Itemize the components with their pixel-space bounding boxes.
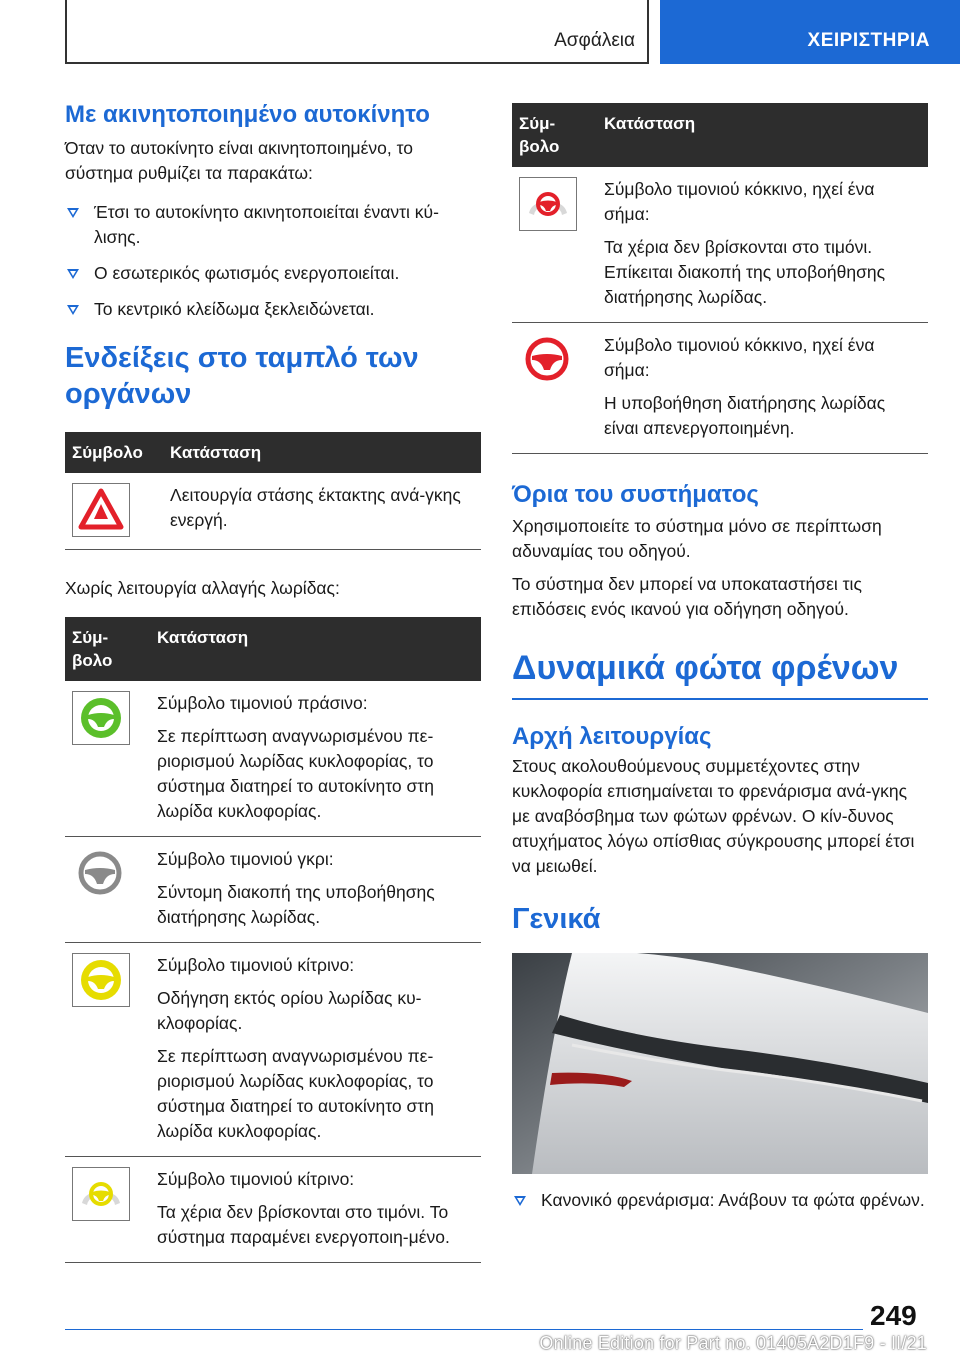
left-column	[65, 100, 481, 1263]
indicator-table-2	[65, 617, 481, 1263]
steering-wheel-yellow-hands-icon	[72, 1167, 130, 1221]
paragraph-limits-2: Το σύστημα δεν μπορεί να υποκαταστήσει τις επιδόσεις ενός ικανού για οδήγηση οδηγού.	[512, 574, 862, 619]
steering-wheel-red-icon	[519, 333, 575, 385]
state-text: Οδήγηση εκτός ορίου λωρίδας κυ-κλοφορίας.	[157, 988, 422, 1033]
paragraph-no-lane-change: Χωρίς λειτουργία αλλαγής λωρίδας:	[65, 578, 340, 598]
warning-triangle-icon	[72, 483, 130, 537]
state-text: Τα χέρια δεν βρίσκονται στο τιμόνι. Επίκειται διακοπή της υποβοήθησης διατήρησης λωρίδας.	[604, 237, 886, 307]
steering-wheel-yellow-icon	[72, 953, 130, 1007]
state-text: Σύντομη διακοπή της υποβοήθησης διατήρησης λωρίδας.	[157, 882, 435, 927]
indicator-table-1	[65, 432, 481, 550]
col-header-symbol: Σύμβολο	[65, 432, 163, 473]
state-text: Τα χέρια δεν βρίσκονται στο τιμόνι. Το σύστημα παραμένει ενεργοποιη-μένο.	[157, 1202, 450, 1247]
edition-footer: Online Edition for Part no. 01405A2D1F9 - II/21	[539, 1333, 927, 1353]
table-row	[65, 681, 481, 837]
heading-principle: Αρχή λειτουργίας	[512, 723, 712, 750]
list-item: Κανονικό φρενάρισμα: Ανάβουν τα φώτα φρένων.	[512, 1188, 928, 1213]
right-column	[512, 103, 928, 1224]
indicator-table-3	[512, 103, 928, 454]
list-item: Ο εσωτερικός φωτισμός ενεργοποιείται.	[65, 261, 481, 286]
page-number: 249	[870, 1300, 917, 1331]
state-title: Σύμβολο τιμονιού κόκκινο, ηχεί ένα σήμα:	[604, 335, 875, 380]
state-text: Η υποβοήθηση διατήρησης λωρίδας είναι απενεργοποιημένη.	[604, 393, 886, 438]
footer-divider	[65, 1329, 863, 1330]
paragraph-immobilized: Όταν το αυτοκίνητο είναι ακινητοποιημένο, το σύστημα ρυθμίζει τα παρακάτω:	[65, 138, 414, 183]
state-text: Σε περίπτωση αναγνωρισμένου πε-ριορισμού λωρίδας κυκλοφορίας, το σύστημα διατηρεί το αυτοκίνητο στη λωρίδα κυκλοφορίας.	[157, 1046, 434, 1141]
paragraph-principle: Στους ακολουθούμενους συμμετέχοντες στην κυκλοφορία επισημαίνεται το φρενάρισμα ανά-γκης με αναβόσβημα των φώτων φρένων. Ο κίν-δυνος ατυχήματος λόγω οπίσθιας σύγκρουσης μπορεί έτσι να μειωθεί.	[512, 756, 915, 876]
brake-light-photo	[512, 953, 928, 1174]
bullet-triangle-icon	[514, 1196, 526, 1206]
list-item: Έτσι το αυτοκίνητο ακινητοποιείται έναντι κύ-λισης.	[65, 200, 481, 250]
heading-general: Γενικά	[512, 903, 601, 935]
table-row	[65, 1157, 481, 1263]
section-title: Ασφάλεια	[554, 30, 635, 51]
heading-immobilized: Με ακινητοποιημένο αυτοκίνητο	[65, 101, 430, 128]
bullet-triangle-icon	[67, 208, 79, 218]
state-title: Σύμβολο τιμονιού κίτρινο:	[157, 955, 355, 975]
header-section-box	[65, 0, 649, 64]
col-header-symbol: Σύμ-βολο	[512, 103, 597, 167]
heading-dynamic-brake-lights: Δυναμικά φώτα φρένων	[512, 646, 928, 700]
col-header-symbol: Σύμ-βολο	[65, 617, 150, 681]
state-title: Σύμβολο τιμονιού πράσινο:	[157, 693, 368, 713]
table-row	[65, 473, 481, 550]
table-row	[512, 167, 928, 323]
state-text: Λειτουργία στάσης έκτακτης ανά-γκης ενεργή.	[170, 485, 461, 530]
steering-wheel-red-hands-icon	[519, 177, 577, 231]
state-title: Σύμβολο τιμονιού κίτρινο:	[157, 1169, 355, 1189]
paragraph-limits-1: Χρησιμοποιείτε το σύστημα μόνο σε περίπτωση αδυναμίας του οδηγού.	[512, 516, 882, 561]
bullet-triangle-icon	[67, 269, 79, 279]
steering-wheel-green-icon	[72, 691, 130, 745]
state-title: Σύμβολο τιμονιού γκρι:	[157, 849, 334, 869]
list-item: Το κεντρικό κλείδωμα ξεκλειδώνεται.	[65, 297, 481, 322]
col-header-state: Κατάσταση	[163, 432, 481, 473]
table-row	[65, 837, 481, 943]
chapter-title: ΧΕΙΡΙΣΤΗΡΙΑ	[807, 30, 930, 51]
immobilized-list	[65, 200, 481, 322]
bullet-triangle-icon	[67, 305, 79, 315]
heading-indicators: Ενδείξεις στο ταμπλό των οργάνων	[65, 342, 419, 410]
table-row	[65, 943, 481, 1157]
heading-system-limits: Όρια του συστήματος	[512, 481, 759, 508]
state-text: Σε περίπτωση αναγνωρισμένου πε-ριορισμού λωρίδας κυκλοφορίας, το σύστημα διατηρεί το αυτοκίνητο στη λωρίδα κυκλοφορίας.	[157, 726, 434, 821]
state-title: Σύμβολο τιμονιού κόκκινο, ηχεί ένα σήμα:	[604, 179, 875, 224]
brake-list	[512, 1188, 928, 1213]
col-header-state: Κατάσταση	[597, 103, 928, 167]
table-row	[512, 323, 928, 454]
header-chapter-box	[660, 0, 960, 64]
col-header-state: Κατάσταση	[150, 617, 481, 681]
steering-wheel-grey-icon	[72, 847, 128, 899]
